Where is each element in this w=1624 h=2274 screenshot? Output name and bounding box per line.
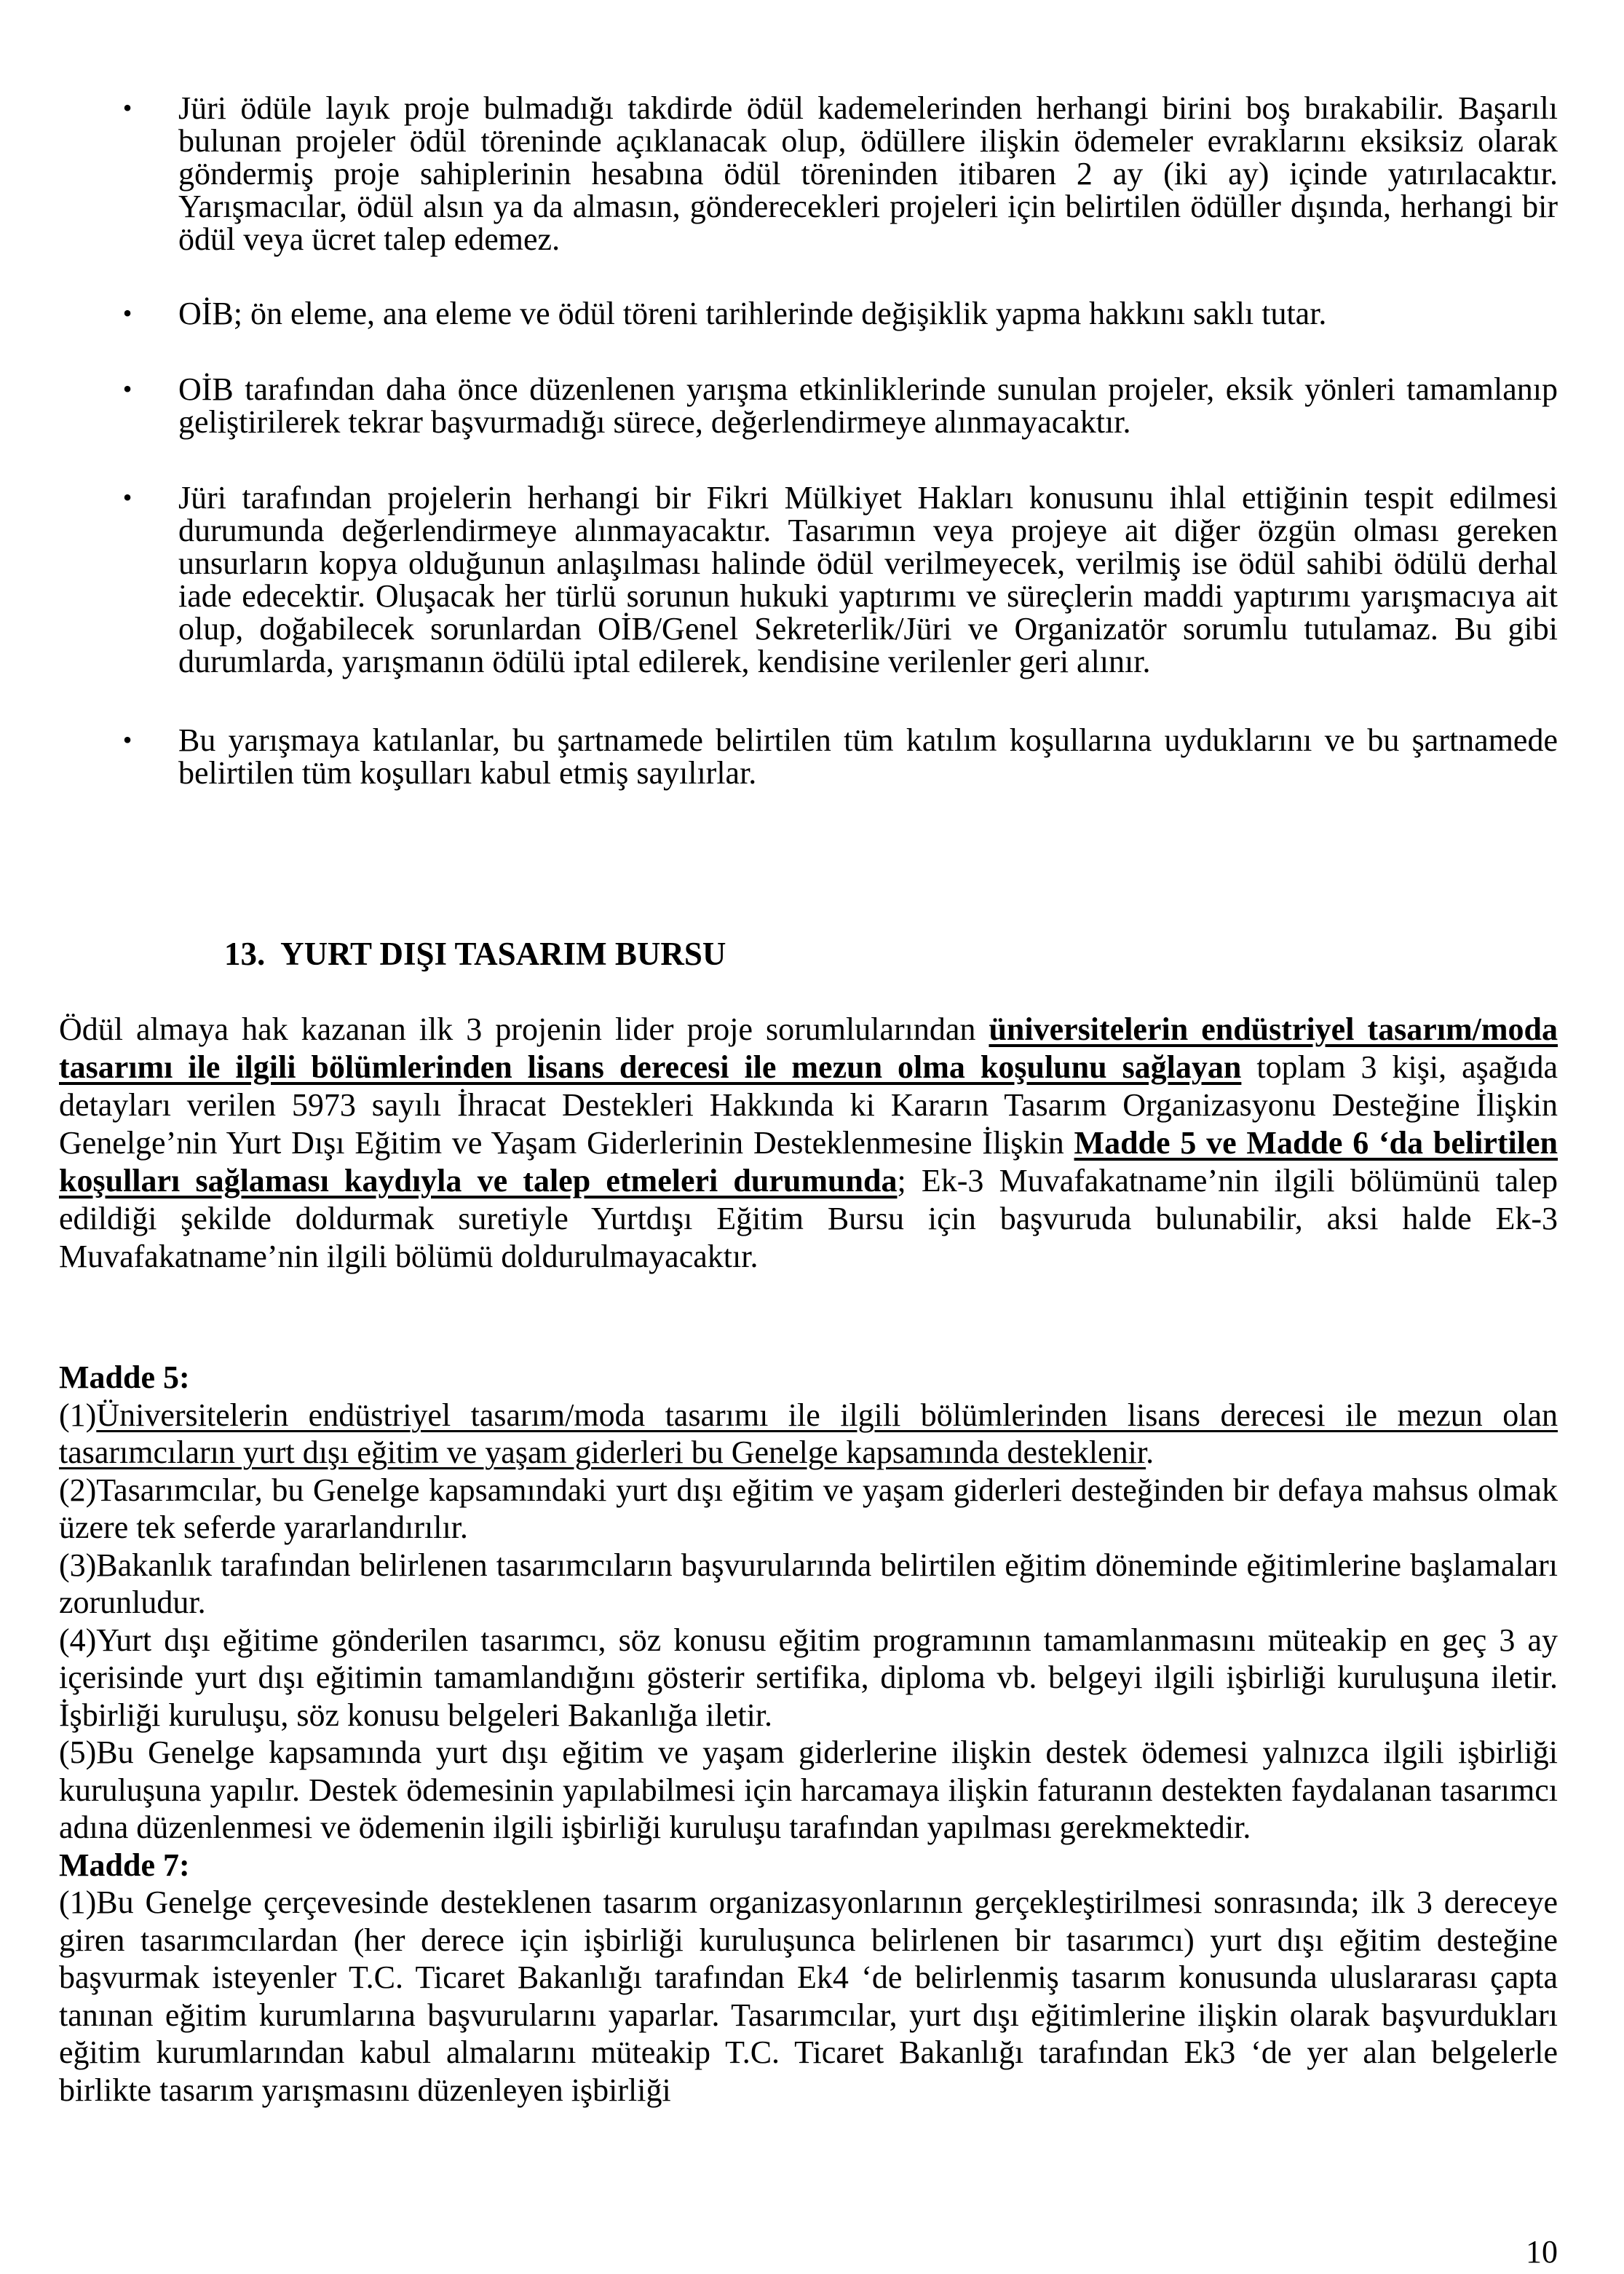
spacer (0, 678, 1624, 724)
section-title: YURT DIŞI TASARIM BURSU (280, 936, 726, 972)
bullet-icon: • (122, 483, 132, 512)
bullet-text: Jüri tarafından projelerin herhangi bir Fikri Mülkiyet Hakları konusunu ihlal ettiğinin tespit edilmesi durumunda değerlendirmeye alınmayacaktır. Tasarımın veya projeye ait diğer özgün olması gereken unsurların kopya olduğunun anlaşılması halinde ödül verilmeyecek, verilmiş ise ödül sahibi ödülü derhal iade edecektir. Oluşacak her türlü sorunun hukuki yaptırımı ve süreçlerin maddi yaptırımı yarışmacıya ait olup, doğabilecek sorunlardan OİB/Genel Sekreterlik/Jüri ve Organizatör sorumlu tutulamaz. Bu gibi durumlarda, yarışmanın ödülü iptal edilerek, kendisine verilenler geri alınır. (178, 480, 1558, 679)
intro-text: ; Ek-3 Muvafakatname’nin ilgili bölümünü talep edildiği şekilde doldurmak suretiyle Yurtdışı Eğitim Bursu için başvuruda bulunabilir, aksi halde Ek-3 Muvafakatname’nin ilgili bölümü doldurulmayacaktır. (59, 1163, 1558, 1274)
article-5-item-3: (3)Bakanlık tarafından belirlenen tasarımcıların başvurularında belirtilen eğitim döneminde eğitimlerine başlamaları zorunludur. (59, 1547, 1558, 1620)
spacer (0, 438, 1624, 481)
bullet-item-oib-dates (0, 297, 1558, 330)
spacer (0, 256, 1624, 297)
item-number: (1) (59, 1397, 97, 1433)
bullet-item-jury-awards (0, 92, 1558, 256)
article-5-block (59, 1359, 1558, 2109)
bullet-item-previous-projects (0, 373, 1558, 438)
bullet-text: Jüri ödüle layık proje bulmadığı takdirde ödül kademelerinden herhangi birini boş bırakabilir. Başarılı bulunan projeler ödül töreninde açıklanacak olup, ödüllere ilişkin ödemeler evraklarını eksiksiz olarak göndermiş proje sahiplerinin hesabına ödül töreninden itibaren 2 ay (iki ay) içinde yatırılacaktır. Yarışmacılar, ödül alsın ya da almasın, gönderecekleri projeleri için belirtilen ödüller dışında, herhangi bir ödül veya ücret talep edemez. (178, 90, 1558, 257)
article-5-item-5: (5)Bu Genelge kapsamında yurt dışı eğitim ve yaşam giderlerine ilişkin destek ödemesi yalnızca ilgili işbirliği kuruluşuna yapılır. Destek ödemesinin yapılabilmesi için harcamaya ilişkin faturanın destekten faydalanan tasarımcı adına düzenlenmesi ve ödemenin ilgili işbirliği kuruluşu tarafından yapılması gerekmektedir. (59, 1734, 1558, 1845)
scholarship-intro-paragraph (59, 1011, 1558, 1276)
bullet-text: OİB; ön eleme, ana eleme ve ödül töreni tarihlerinde değişiklik yapma hakkını saklı tutar. (178, 296, 1327, 331)
intro-text: toplam 3 kişi, aşağıda detayları verilen 5973 sayılı İhracat Destekleri Hakkında ki Kararın Tasarım Organizasyonu Desteğine İlişkin Genelge’nin Yurt Dışı Eğitim ve Yaşam Giderlerinin Desteklenmesine İlişkin (59, 1049, 1558, 1161)
article-5-title: Madde 5: (59, 1359, 190, 1395)
article-5-item-1-underlined: Üniversitelerin endüstriyel tasarım/moda tasarımı ile ilgili bölümlerinden lisans derecesi ile mezun olan tasarımcıların yurt dışı eğitim ve yaşam giderleri bu Genelge kapsamında desteklenir (59, 1397, 1558, 1470)
conditions-bullet-list (0, 92, 1624, 789)
bullet-text: Bu yarışmaya katılanlar, bu şartnamede belirtilen tüm katılım koşullarına uyduklarını ve bu şartnamede belirtilen tüm koşulları kabul etmiş sayılırlar. (178, 722, 1558, 791)
section-number: 13. (224, 936, 266, 972)
bullet-text: OİB tarafından daha önce düzenlenen yarışma etkinliklerinde sunulan projeler, eksik yönleri tamamlanıp geliştirilerek tekrar başvurmadığı sürece, değerlendirmeye alınmayacaktır. (178, 371, 1558, 440)
bullet-icon: • (122, 725, 132, 754)
page-number: 10 (1526, 2234, 1558, 2270)
article-5-item-4: (4)Yurt dışı eğitime gönderilen tasarımcı, söz konusu eğitim programının tamamlanmasını müteakip en geç 3 ay içerisinde yurt dışı eğitimin tamamlandığını gösterir sertifika, diploma vb. belgeyi ilgili işbirliği kuruluşuna iletir. İşbirliği kuruluşu, söz konusu belgeleri Bakanlığa iletir. (59, 1622, 1558, 1733)
intro-emphasis-graduation-condition: üniversitelerin endüstriyel tasarım/moda tasarımı ile ilgili bölümlerinden lisans derecesi ile mezun olma koşulunu sağlayan (59, 1011, 1558, 1085)
spacer (0, 330, 1624, 373)
article-5-item-1 (59, 1397, 1558, 1472)
bullet-item-acceptance (0, 724, 1558, 789)
item-suffix: . (1146, 1434, 1154, 1470)
intro-emphasis-article-conditions: Madde 5 ve Madde 6 ‘da belirtilen koşulları sağlaması kaydıyla ve talep etmeleri durumunda (59, 1125, 1558, 1199)
article-7-item-1: (1)Bu Genelge çerçevesinde desteklenen tasarım organizasyonlarının gerçekleştirilmesi sonrasında; ilk 3 dereceye giren tasarımcılardan (her derece için işbirliği kuruluşunca belirlenen bir tasarımcı) yurt dışı eğitim desteğine başvurmak isteyenler T.C. Ticaret Bakanlığı tarafından Ek4 ‘de belirlenmiş tasarım konusunda uluslararası çapta tanınan eğitim kurumlarına başvurularını yaparlar. Tasarımcılar, yurt dışı eğitimlerine ilişkin olarak başvurdukları eğitim kurumlarından kabul almalarını müteakip T.C. Ticaret Bakanlığı tarafından Ek3 ‘de yer alan belgelerle birlikte tasarım yarışmasını düzenleyen işbirliği (59, 1884, 1558, 2108)
intro-text: Ödül almaya hak kazanan ilk 3 projenin lider proje sorumlularından (59, 1011, 989, 1047)
bullet-icon: • (122, 299, 132, 328)
bullet-icon: • (122, 374, 132, 403)
article-5-item-2: (2)Tasarımcılar, bu Genelge kapsamındaki yurt dışı eğitim ve yaşam giderleri desteğinden bir defaya mahsus olmak üzere tek seferde yararlandırılır. (59, 1472, 1558, 1545)
section-heading (224, 936, 726, 972)
bullet-icon: • (122, 93, 132, 122)
article-7-title: Madde 7: (59, 1847, 190, 1883)
bullet-item-intellectual-property (0, 481, 1558, 678)
